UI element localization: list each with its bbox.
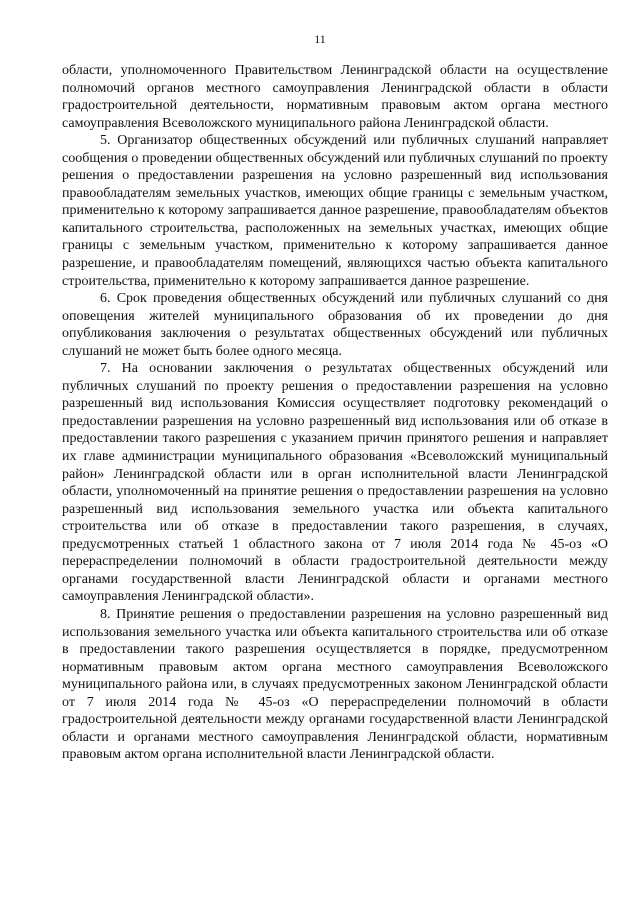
page-number: 11 xyxy=(314,32,326,46)
paragraph-item-6: 6. Срок проведения общественных обсуждений или публичных слушаний со дня оповещения жителей муниципального образования об их проведении до дня опубликования заключения о результатах общественных обсуждений или публичных слушаний не может быть более одного месяца. xyxy=(62,291,608,359)
paragraph-item-7: 7. На основании заключения о результатах общественных обсуждений или публичных слушаний по проекту решения о предоставлении разрешения на условно разрешенный вид использования Комиссия осуществляет подготовку рекомендаций о предоставлении разрешения на условно разрешенный вид использования или об отказе в предоставлении такого разрешения с указанием причин принятого решения и направляет их главе администрации муниципального образования «Всеволожский муниципальный район» Ленинградской области или в орган исполнительной власти Ленинградской области, уполномоченный на принятие решения о предоставлении разрешения на условно разрешенный вид использования земельного участка или объекта капитального строительства или об отказе в предоставлении такого разрешения, в случаях, предусмотренных статьей 1 областного закона от 7 июля 2014 года № 45-оз «О перераспределении полномочий в области градостроительной деятельности между органами государственной власти Ленинградской области и органами местного самоуправления Ленинградской области». xyxy=(62,361,608,605)
document-body xyxy=(62,62,608,764)
paragraph-continuation: области, уполномоченного Правительством Ленинградской области на осуществление полномочий органов местного самоуправления Ленинградской области в области градостроительной деятельности, нормативным правовым актом органа местного самоуправления Всеволожского муниципального района Ленинградской области. xyxy=(62,63,608,131)
paragraph-item-5: 5. Организатор общественных обсуждений или публичных слушаний направляет сообщения о проведении общественных обсуждений или публичных слушаний по проекту решения о предоставлении разрешения на условно разрешенный вид использования правообладателям земельных участков, имеющих общие границы с земельным участком, применительно к которому запрашивается данное разрешение, правообладателям объектов капитального строительства, расположенных на земельных участках, имеющих общие границы с земельным участком, применительно к которому запрашивается данное разрешение, и правообладателям помещений, являющихся частью объекта капитального строительства, применительно к которому запрашивается данное разрешение. xyxy=(62,133,608,289)
paragraph-item-8: 8. Принятие решения о предоставлении разрешения на условно разрешенный вид использования земельного участка или объекта капитального строительства или об отказе в предоставлении такого разрешения осуществляется в порядке, предусмотренном нормативным правовым актом органа местного самоуправления Всеволожского муниципального района или, в случаях предусмотренных законом Ленинградской области от 7 июля 2014 года № 45-оз «О перераспределении полномочий в области градостроительной деятельности между органами государственной власти Ленинградской области и органами местного самоуправления Ленинградской области, нормативным правовым актом органа исполнительной власти Ленинградской области. xyxy=(62,606,608,763)
